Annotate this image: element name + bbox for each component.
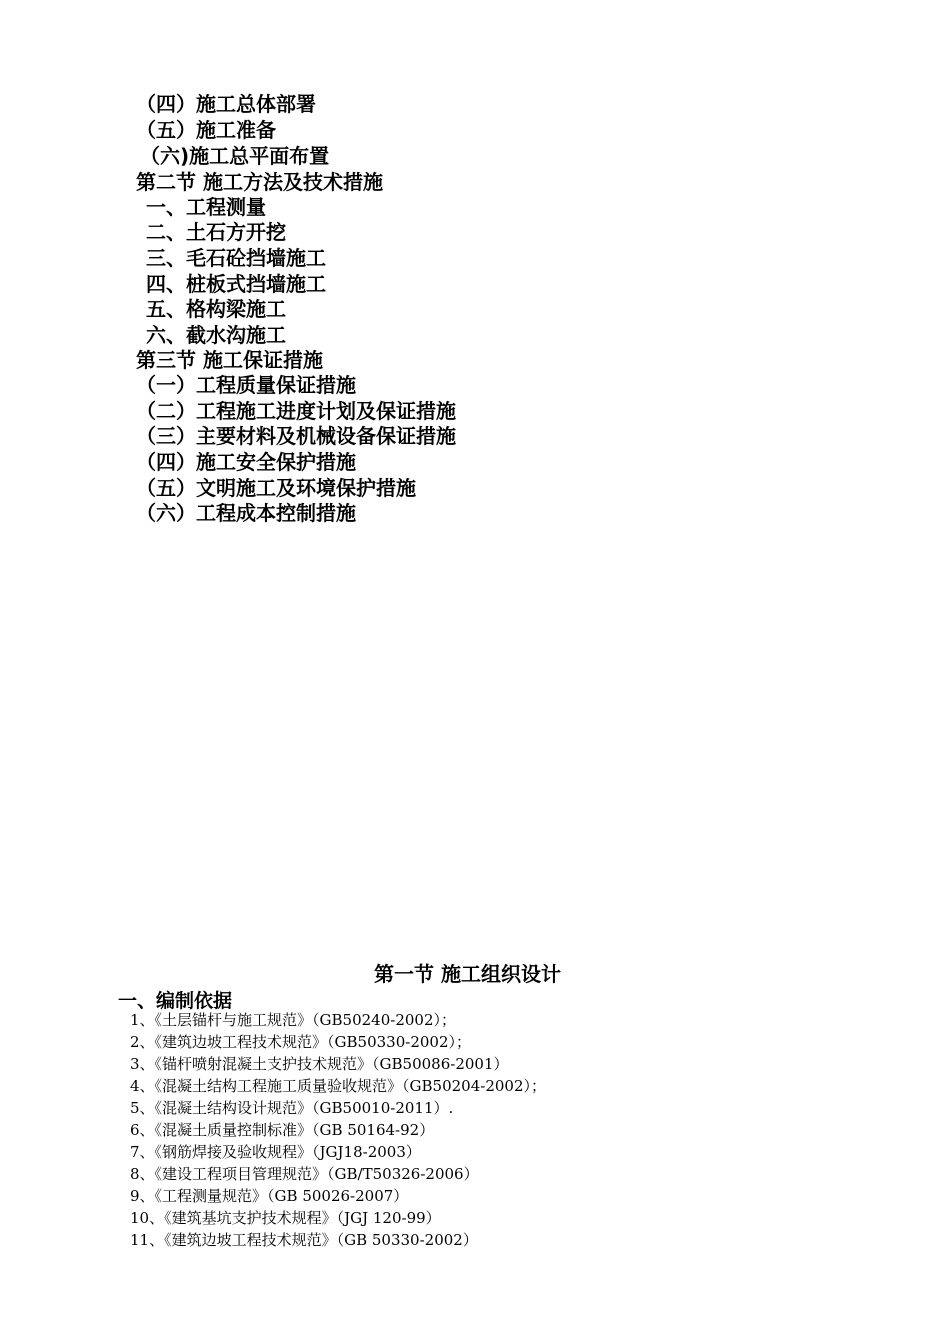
reference-item: 2、《建筑边坡工程技术规范》（GB50330-2002）； bbox=[130, 1033, 472, 1051]
reference-item: 6、《混凝土质量控制标准》（GB 50164-92） bbox=[130, 1121, 435, 1139]
toc-item: （四）施工总体部署 bbox=[136, 92, 316, 116]
reference-item: 9、《工程测量规范》（GB 50026-2007） bbox=[130, 1187, 409, 1205]
reference-item: 11、《建筑边坡工程技术规范》（GB 50330-2002） bbox=[130, 1231, 478, 1249]
toc-item: （五）文明施工及环境保护措施 bbox=[136, 476, 416, 500]
reference-item: 4、《混凝土结构工程施工质量验收规范》（GB50204-2002）； bbox=[130, 1077, 547, 1095]
toc-section-heading: 第三节 施工保证措施 bbox=[136, 348, 323, 372]
toc-item: （四）施工安全保护措施 bbox=[136, 450, 356, 474]
toc-item: （六)施工总平面布置 bbox=[140, 144, 330, 168]
reference-item: 8、《建设工程项目管理规范》（GB/T50326-2006） bbox=[130, 1165, 479, 1183]
toc-item: （三）主要材料及机械设备保证措施 bbox=[136, 424, 456, 448]
toc-item: （一）工程质量保证措施 bbox=[136, 373, 356, 397]
toc-item: 五、格构梁施工 bbox=[146, 297, 286, 321]
toc-item: 六、截水沟施工 bbox=[146, 323, 286, 347]
toc-item: 四、桩板式挡墙施工 bbox=[146, 272, 326, 296]
reference-item: 7、《钢筋焊接及验收规程》（JGJ18-2003） bbox=[130, 1143, 421, 1161]
reference-item: 10、《建筑基坑支护技术规程》（JGJ 120-99） bbox=[130, 1209, 441, 1227]
reference-item: 5、《混凝土结构设计规范》（GB50010-2011）. bbox=[130, 1099, 454, 1117]
toc-section-heading: 第二节 施工方法及技术措施 bbox=[136, 170, 383, 194]
reference-item: 1、《土层锚杆与施工规范》（GB50240-2002）； bbox=[130, 1011, 457, 1029]
toc-item: 一、工程测量 bbox=[146, 195, 266, 219]
toc-item: 二、土石方开挖 bbox=[146, 220, 286, 244]
toc-item: （二）工程施工进度计划及保证措施 bbox=[136, 399, 456, 423]
toc-item: （六）工程成本控制措施 bbox=[136, 501, 356, 525]
subsection-heading: 一、编制依据 bbox=[118, 990, 233, 1012]
reference-item: 3、《锚杆喷射混凝土支护技术规范》（GB50086-2001） bbox=[130, 1055, 509, 1073]
toc-item: 三、毛石砼挡墙施工 bbox=[146, 246, 326, 270]
toc-item: （五）施工准备 bbox=[136, 118, 276, 142]
section-title: 第一节 施工组织设计 bbox=[374, 962, 561, 986]
